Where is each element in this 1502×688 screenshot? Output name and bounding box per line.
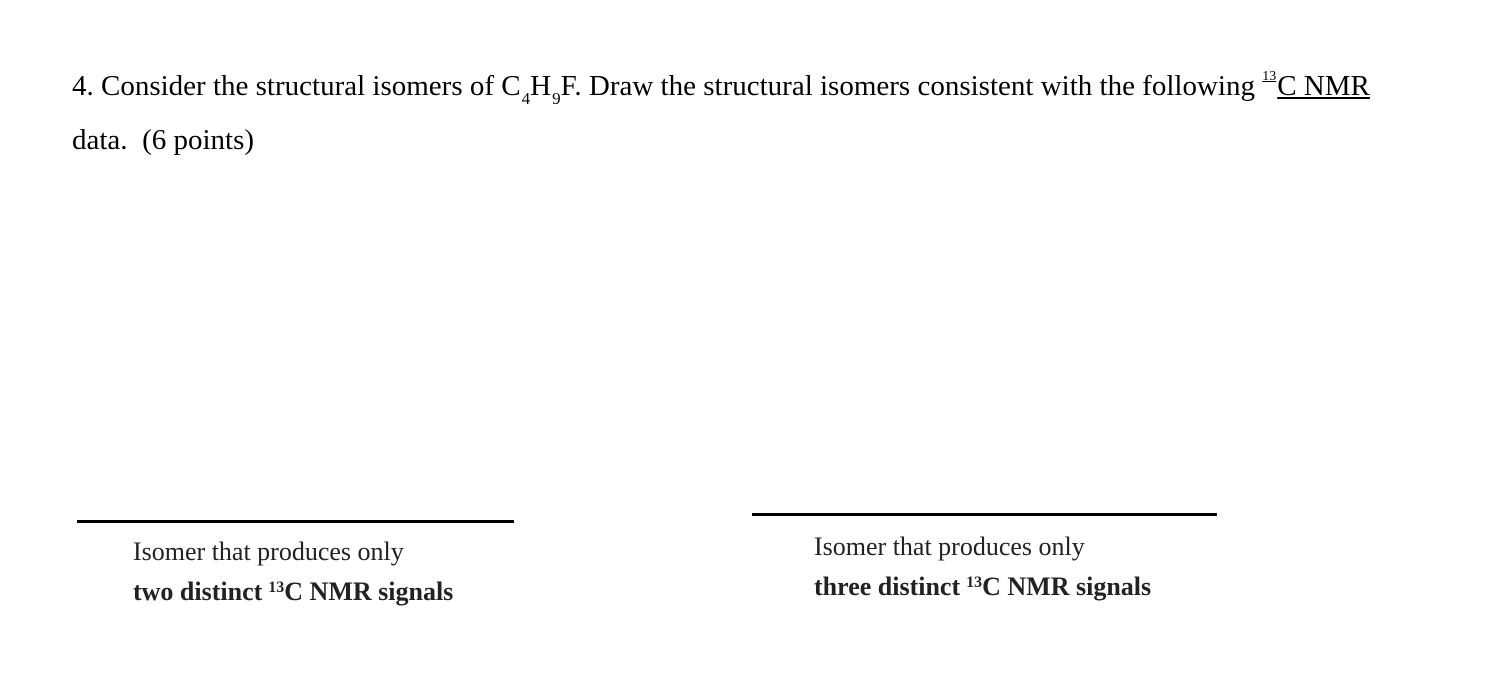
caption-line2: three distinct $^{13}$C NMR signals	[814, 572, 1152, 601]
nmr-label: C NMR	[1277, 70, 1370, 102]
question-text-after: Draw the structural isomers consistent with the following	[588, 70, 1255, 102]
carbon-subscript: 4	[521, 89, 531, 108]
hydrogen-subscript: 9	[552, 89, 561, 108]
caption-line2: two distinct $^{13}$C NMR signals	[133, 577, 454, 606]
question-text-end: data.	[72, 124, 128, 156]
nmr-isotope-superscript: 13	[1262, 69, 1277, 84]
answer-line-left	[77, 520, 514, 523]
question-text	[72, 62, 1472, 164]
question-text-before: Consider the structural isomers of	[101, 70, 495, 102]
formula: $C_4H_9F$.	[501, 70, 582, 108]
answer-caption-left	[133, 532, 453, 612]
answer-line-right	[752, 513, 1217, 516]
answer-caption-right	[814, 527, 1151, 607]
points-label: (6 points)	[142, 124, 255, 156]
caption-line1: Isomer that produces only	[814, 532, 1085, 561]
caption-line1: Isomer that produces only	[133, 537, 404, 566]
question-number: 4.	[72, 70, 94, 102]
